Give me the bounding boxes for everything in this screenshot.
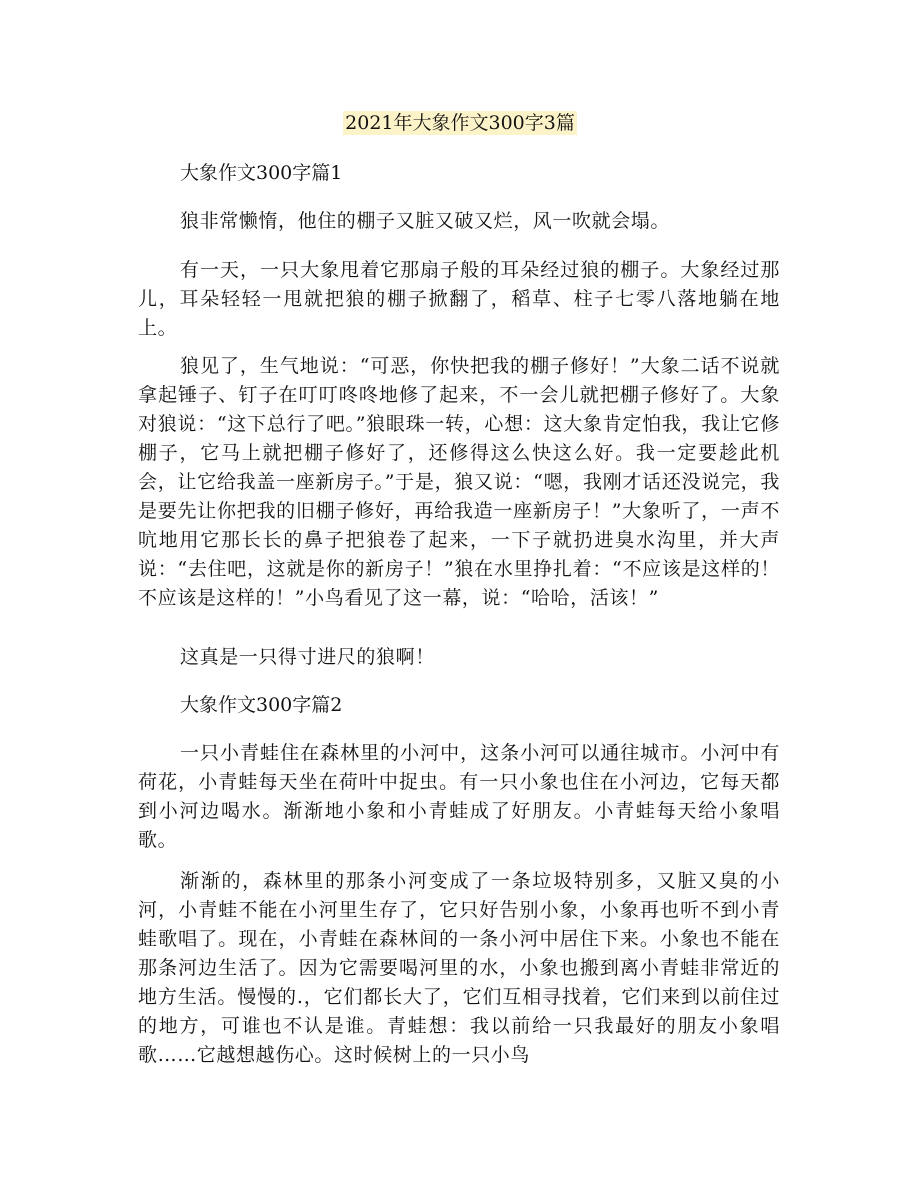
section-2-paragraph-1: 一只小青蛙住在森林里的小河中，这条小河可以通往城市。小河中有荷花，小青蛙每天坐在荷叶中捉虫。有一只小象也住在小河边，它每天都到小河边喝水。渐渐地小象和小青蛙成了好朋友。小青蛙每天给小象唱歌。 [138,742,780,851]
document-title [0,110,920,136]
section-2-paragraph-2: 渐渐的，森林里的那条小河变成了一条垃圾特别多，又脏又臭的小河，小青蛙不能在小河里生存了，它只好告别小象，小象再也听不到小青蛙歌唱了。现在，小青蛙在森林间的一条小河中居住下来。小象也不能在那条河边生活了。因为它需要喝河里的水，小象也搬到离小青蛙非常近的地方生活。慢慢的.，它们都长大了，它们互相寻找着，它们来到以前住过的地方，可谁也不认是谁。青蛙想：我以前给一只我最好的朋友小象唱歌……它越想越伤心。这时候树上的一只小鸟 [138,870,780,1066]
section-1-paragraph-4: 这真是一只得寸进尺的狼啊！ [180,646,435,668]
section-2-heading: 大象作文300字篇2 [180,694,343,716]
section-1-heading: 大象作文300字篇1 [180,162,343,184]
document-title-text: 2021年大象作文300字3篇 [345,112,575,134]
section-1-paragraph-1: 狼非常懒惰，他住的棚子又脏又破又烂，风一吹就会塌。 [180,210,671,232]
section-1-paragraph-2: 有一天，一只大象甩着它那扇子般的耳朵经过狼的棚子。大象经过那儿，耳朵轻轻一甩就把狼的棚子掀翻了，稻草、柱子七零八落地躺在地上。 [138,259,780,339]
section-1-paragraph-3: 狼见了，生气地说：“可恶，你快把我的棚子修好！”大象二话不说就拿起锤子、钉子在叮叮咚咚地修了起来，不一会儿就把棚子修好了。大象对狼说：“这下总行了吧。”狼眼珠一转，心想：这大象肯定怕我，我让它修棚子，它马上就把棚子修好了，还修得这么快这么好。我一定要趁此机会，让它给我盖一座新房子。”于是，狼又说：“嗯，我刚才话还没说完，我是要先让你把我的旧棚子修好，再给我造一座新房子！”大象听了，一声不吭地用它那长长的鼻子把狼卷了起来，一下子就扔进臭水沟里，并大声说：“去住吧，这就是你的新房子！”狼在水里挣扎着：“不应该是这样的！不应该是这样的！”小鸟看见了这一幕，说：“哈哈，活该！” [138,355,780,609]
